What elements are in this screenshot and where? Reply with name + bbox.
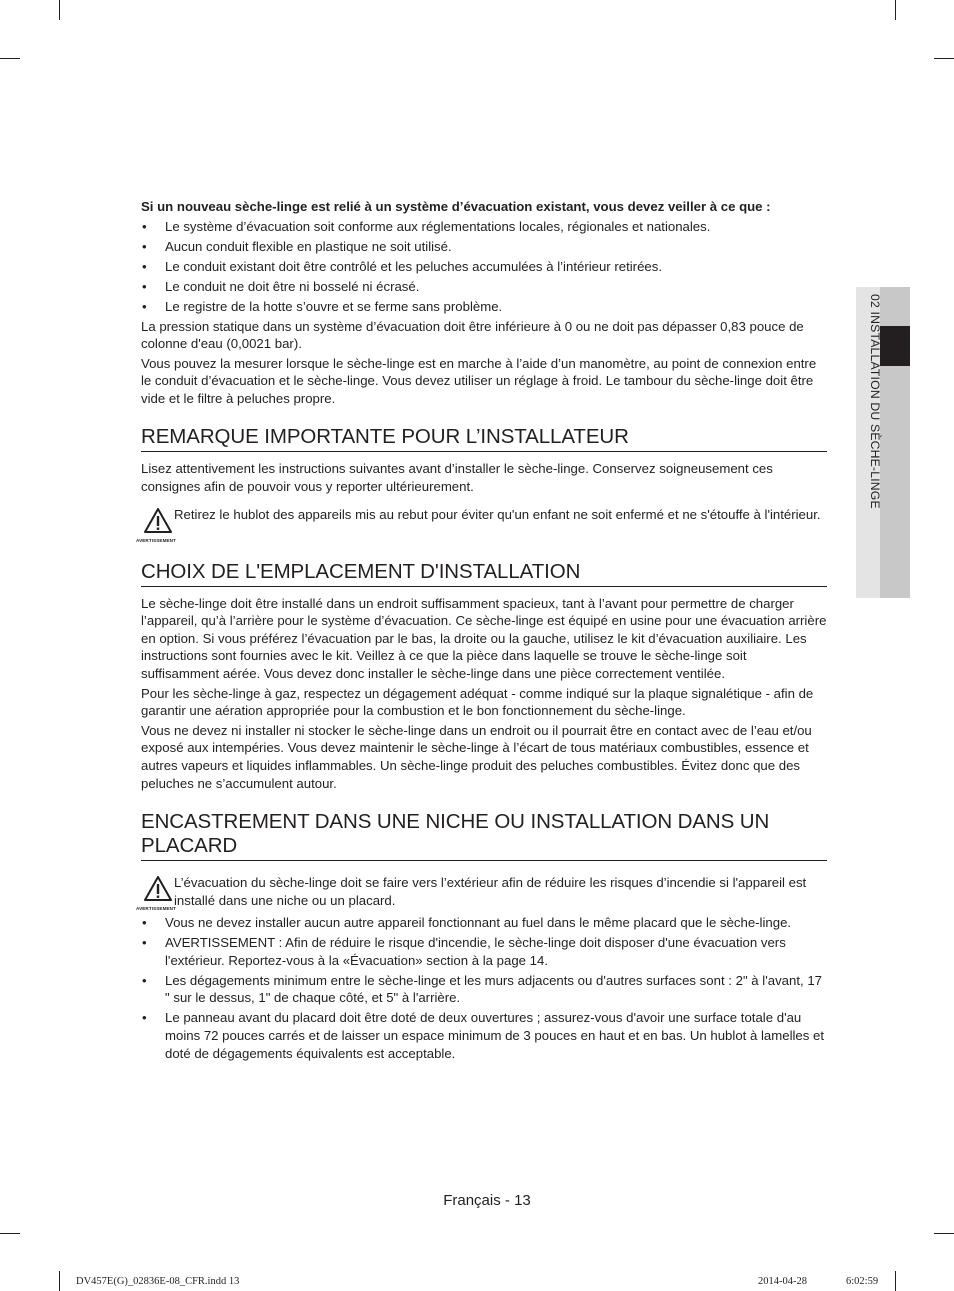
warning-label: AVERTISSEMENT	[136, 906, 177, 912]
warning-triangle-icon	[136, 507, 177, 545]
print-slug-file: DV457E(G)_02836E-08_CFR.indd 13	[76, 1276, 240, 1287]
crop-mark	[934, 1233, 954, 1234]
section-paragraph: Lisez attentivement les instructions suivantes avant d’installer le sèche-linge. Conservez soigneusement ces consignes afin de pouvoir vous y reporter ultérieurement.	[141, 461, 773, 495]
print-slug-time: 6:02:59	[846, 1276, 879, 1287]
page-number: Français - 13	[443, 1192, 531, 1209]
warning-text: Retirez le hublot des appareils mis au rebut pour éviter qu'un enfant ne soit enfermé et ne s'étouffe à l'intérieur.	[174, 506, 821, 522]
list-item: • Le système d’évacuation soit conforme aux réglementations locales, régionales et nationales.	[141, 218, 827, 236]
crop-mark	[0, 58, 20, 59]
list-item: • Aucun conduit flexible en plastique ne soit utilisé.	[141, 238, 827, 256]
list-item: • Le panneau avant du placard doit être doté de deux ouvertures ; assurez-vous d'avoir une surface totale d'au moins 72 pouces carrés et de laisser un espace minimum de 3 pouces en haut et en bas. Un hublot à lamelles et doté de dégagements équivalents est acceptable.	[141, 1009, 827, 1062]
list-item: • Le conduit ne doit être ni bosselé ni écrasé.	[141, 278, 827, 296]
list-item: • Les dégagements minimum entre le sèche-linge et les murs adjacents ou d'autres surfaces sont : 2" à l'avant, 17 " sur le dessus, 1" de chaque côté, et 5" à l'arrière.	[141, 972, 827, 1007]
intro-bullet-list	[141, 218, 827, 316]
crop-mark	[895, 0, 896, 20]
chapter-tab-label: 02 INSTALLATION DU SÈCHE-LINGE	[868, 294, 882, 509]
section-heading-installer-note: REMARQUE IMPORTANTE POUR L’INSTALLATEUR	[141, 425, 827, 452]
chapter-tab-marker	[880, 326, 910, 366]
closet-bullet-list	[141, 914, 827, 1062]
intro-lead: Si un nouveau sèche-linge est relié à un système d’évacuation existant, vous devez veiller à ce que :	[141, 199, 771, 214]
page-content	[136, 198, 827, 1065]
intro-paragraph: Vous pouvez la mesurer lorsque le sèche-linge est en marche à l’aide d’un manomètre, au point de connexion entre le conduit d’évacuation et le sèche-linge. Vous devez utiliser un réglage à froid. Le tambour du sèche-linge doit être vide et le filtre à peluches propre.	[141, 355, 817, 406]
section-paragraph: Pour les sèche-linge à gaz, respectez un dégagement adéquat - comme indiqué sur la plaque signalétique - afin de garantir une aération appropriée pour la combustion et le bon fonctionnement du sèche-linge.	[141, 685, 814, 719]
list-item: • Le conduit existant doit être contrôlé et les peluches accumulées à l’intérieur retirées.	[141, 258, 827, 276]
crop-mark	[934, 58, 954, 59]
section-paragraph: Le sèche-linge doit être installé dans un endroit suffisamment spacieux, tant à l’avant pour permettre de charger l’appareil, qu’à l’arrière pour le système d’évacuation. Ce sèche-linge est équipé en usine pour une évacuation arrière en option. Si vous préférez l’évacuation par le bas, la droite ou la gauche, utilisez le kit d’évacuation auxiliaire. Les instructions sont fournies avec le kit. Veillez à ce que la pièce dans laquelle se trouve le sèche-linge soit suffisamment aérée. Vous devez donc installer le sèche-linge dans une pièce correctement ventilée.	[141, 595, 827, 682]
warning-triangle-icon	[136, 875, 177, 913]
crop-mark	[895, 1271, 896, 1291]
section-heading-location: CHOIX DE L'EMPLACEMENT D'INSTALLATION	[141, 560, 827, 587]
intro-paragraph: La pression statique dans un système d’évacuation doit être inférieure à 0 ou ne doit pas dépasser 0,83 pouce de colonne d'eau (0,0021 bar).	[141, 318, 804, 352]
list-item: • AVERTISSEMENT : Afin de réduire le risque d'incendie, le sèche-linge doit disposer d'une évacuation vers l'extérieur. Reportez-vous à la «Évacuation» section à la page 14.	[141, 934, 827, 969]
list-item: • Vous ne devez installer aucun autre appareil fonctionnant au fuel dans le même placard que le sèche-linge.	[141, 914, 827, 932]
section-paragraph: Vous ne devez ni installer ni stocker le sèche-linge dans un endroit ou il pourrait être en contact avec de l’eau et/ou exposé aux intempéries. Vous devez maintenir le sèche-linge à l’écart de tous matériaux combustibles, essence et autres vapeurs et liquides inflammables. Un sèche-linge produit des peluches combustibles. Évitez donc que des peluches ne s’accumulent autour.	[141, 722, 812, 791]
crop-mark	[59, 0, 60, 20]
warning-label: AVERTISSEMENT	[136, 537, 177, 543]
print-slug-date: 2014-04-28	[758, 1276, 807, 1287]
list-item: • Le registre de la hotte s’ouvre et se ferme sans problème.	[141, 298, 827, 316]
warning-text: L’évacuation du sèche-linge doit se faire vers l’extérieur afin de réduire les risques d’incendie si l'appareil est installé dans une niche ou un placard.	[174, 875, 807, 908]
warning-note	[136, 506, 827, 543]
warning-note	[136, 874, 827, 912]
crop-mark	[0, 1233, 20, 1234]
section-heading-niche-closet: ENCASTREMENT DANS UNE NICHE OU INSTALLATION DANS UN PLACARD	[141, 810, 827, 861]
crop-mark	[59, 1271, 60, 1291]
